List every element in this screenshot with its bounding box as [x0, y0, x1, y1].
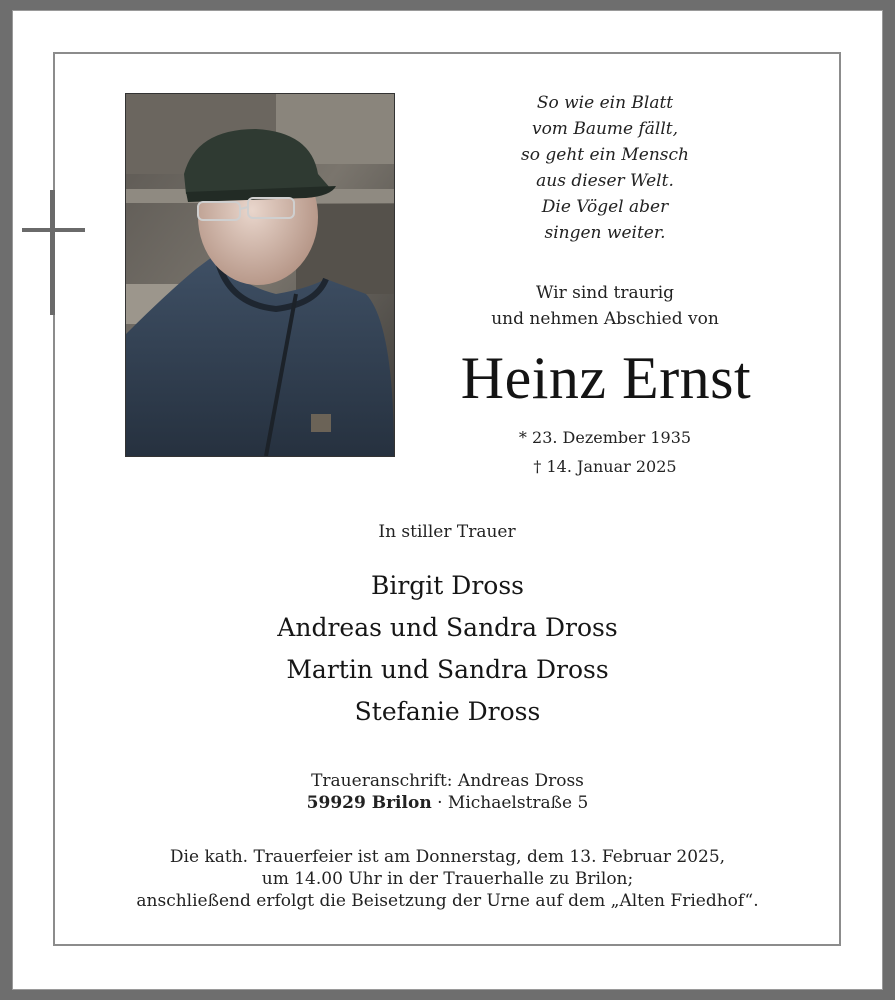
mourner-name: Andreas und Sandra Dross: [277, 613, 618, 642]
address-postal-city: 59929 Brilon: [306, 793, 432, 813]
intro-line: Wir sind traurig: [535, 283, 675, 303]
poem-line: singen weiter.: [544, 223, 666, 243]
service-line: um 14.00 Uhr in der Trauerhalle zu Brilon;: [261, 869, 634, 889]
portrait-photo: [125, 93, 395, 457]
intro-line: und nehmen Abschied von: [491, 309, 719, 329]
mourner-name: Martin und Sandra Dross: [286, 655, 609, 684]
poem: [432, 90, 778, 246]
mourners-list: [162, 565, 733, 733]
obituary-page: [12, 10, 883, 990]
mourner-name: Birgit Dross: [370, 571, 524, 600]
mourning-address: [162, 770, 733, 814]
service-info: [82, 846, 813, 912]
intro-text: [432, 280, 778, 332]
poem-line: so geht ein Mensch: [521, 145, 689, 165]
birth-date: * 23. Dezember 1935: [518, 428, 692, 447]
mourner-name: Stefanie Dross: [354, 697, 541, 726]
poem-line: vom Baume fällt,: [531, 119, 679, 139]
service-line: Die kath. Trauerfeier ist am Donnerstag, dem 13. Februar 2025,: [169, 847, 726, 867]
address-separator: ·: [431, 793, 448, 813]
grief-line: In stiller Trauer: [378, 522, 516, 542]
life-dates: [432, 423, 778, 481]
address-line: Traueranschrift: Andreas Dross: [311, 771, 584, 791]
address-street: Michaelstraße 5: [447, 793, 589, 813]
service-line: anschließend erfolgt die Beisetzung der Urne auf dem „Alten Friedhof“.: [136, 891, 759, 911]
deceased-name: Heinz Ernst: [460, 345, 752, 411]
poem-line: Die Vögel aber: [541, 197, 669, 217]
poem-line: So wie ein Blatt: [536, 93, 674, 113]
death-date: † 14. Januar 2025: [533, 457, 677, 476]
address-city-street: [162, 792, 733, 814]
poem-line: aus dieser Welt.: [536, 171, 674, 191]
